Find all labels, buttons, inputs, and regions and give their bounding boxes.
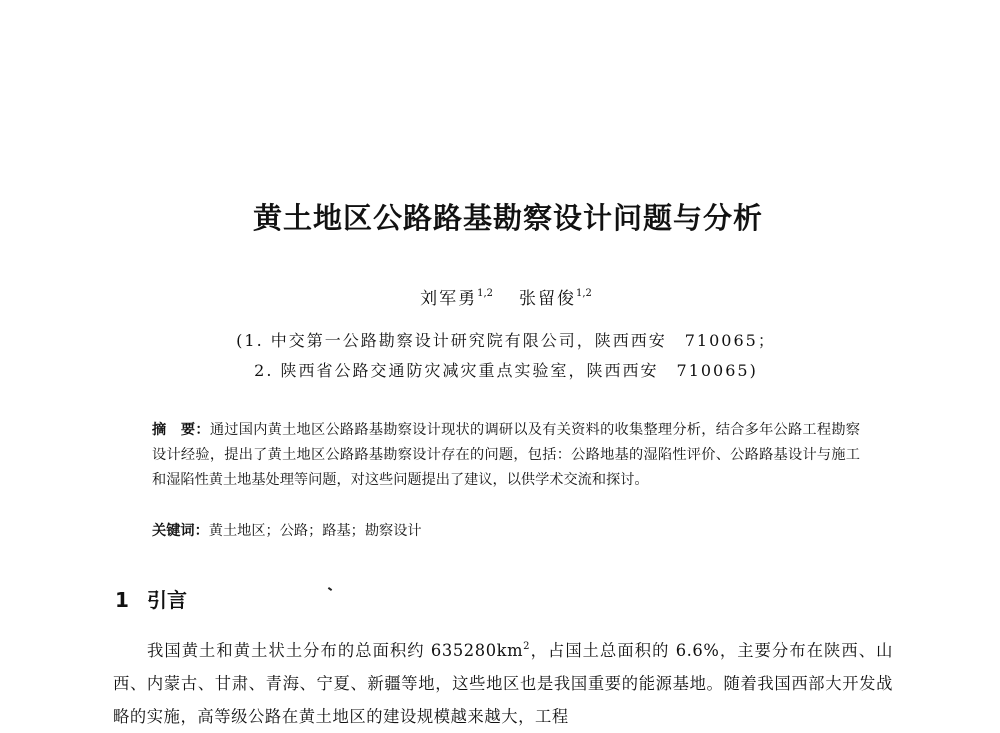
unit-superscript: 2 <box>523 641 531 652</box>
keywords <box>152 519 860 544</box>
section-number: 1 <box>115 588 129 612</box>
affiliation-line: (1. 中交第一公路勘察设计研究院有限公司，陕西西安 710065； <box>236 331 776 350</box>
author-affiliation-mark: 1,2 <box>576 288 592 299</box>
section-heading <box>115 584 187 613</box>
scan-speck <box>328 587 332 591</box>
abstract-label: 摘 要： <box>152 422 210 438</box>
paper-title: 黄土地区公路路基勘察设计问题与分析 <box>252 201 763 235</box>
affiliation-line: 2. 陕西省公路交通防灾减灾重点实验室，陕西西安 710065) <box>254 361 758 380</box>
author-name: 张留俊 <box>519 289 576 309</box>
body-paragraph <box>113 630 893 733</box>
author-list <box>0 284 1000 309</box>
abstract-text: 通过国内黄土地区公路路基勘察设计现状的调研以及有关资料的收集整理分析，结合多年公路工程勘察设计经验，提出了黄土地区公路路基勘察设计存在的问题，包括：公路地基的湿陷性评价、公路路基设计与施工和湿陷性黄土地基处理等问题，对这些问题提出了建议，以供学术交流和探讨。 <box>152 422 860 488</box>
keywords-label: 关键词： <box>152 523 209 539</box>
body-text-part: ，占国土总面积的 6.6%，主要分布在陕西、山西、内蒙古、甘肃、青海、宁夏、新疆等地，这些地区也是我国重要的能源基地。随着我国西部大开发战略的实施，高等级公路在黄土地区的建设规模越来越大，工程 <box>113 641 893 726</box>
author-affiliation-mark: 1,2 <box>477 288 493 299</box>
body-text-part: 我国黄土和黄土状土分布的总面积约 635280km <box>147 641 524 660</box>
section-title: 引言 <box>147 588 187 612</box>
abstract <box>152 418 860 493</box>
author-name: 刘军勇 <box>420 289 478 309</box>
keywords-text: 黄土地区；公路；路基；勘察设计 <box>208 523 422 539</box>
